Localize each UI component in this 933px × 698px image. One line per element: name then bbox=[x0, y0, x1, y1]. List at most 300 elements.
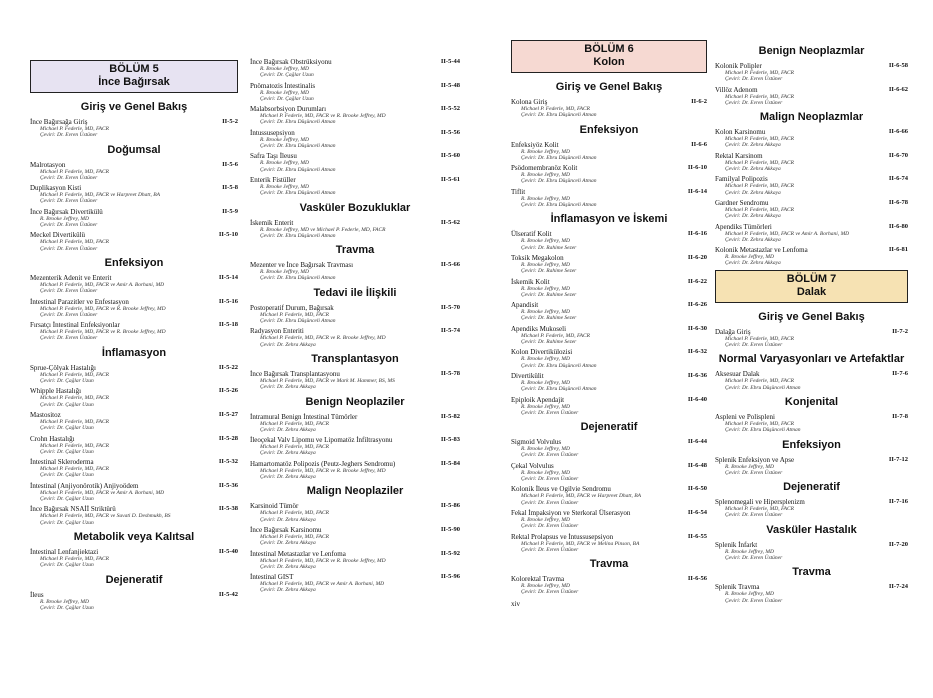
entry-author: Michael P. Federle, MD, FACR bbox=[725, 70, 794, 76]
toc-entry bbox=[250, 327, 460, 348]
entry-title: Mastositoz bbox=[30, 410, 61, 419]
toc-entry bbox=[511, 348, 707, 369]
entry-page-number: II-5-48 bbox=[440, 81, 460, 89]
entry-page-number: II-6-16 bbox=[687, 230, 707, 238]
toc-entry-line bbox=[250, 460, 460, 468]
entry-translator: Çeviri: Dr. Ebru Düşünceli Atman bbox=[260, 318, 336, 325]
chapter-title: İnce Bağırsak bbox=[98, 76, 170, 88]
toc-entry-line bbox=[511, 372, 707, 380]
entry-author: Michael P. Federle, MD, FACR ve Amir A. Borhani, MD bbox=[725, 230, 850, 237]
entry-page-number: II-7-20 bbox=[888, 540, 908, 548]
entry-translator: Çeviri: Dr. Evren Üstüner bbox=[725, 512, 783, 519]
toc-entry bbox=[250, 370, 460, 391]
entry-translator: Çeviri: Dr. Zehra Akkaya bbox=[725, 142, 781, 149]
entry-page-number: II-5-8 bbox=[222, 184, 238, 192]
entry-translator: Çeviri: Dr. Evren Üstüner bbox=[725, 555, 783, 562]
toc-entry bbox=[511, 533, 707, 554]
entry-translator: Çeviri: Dr. Ebru Düşünceli Atman bbox=[260, 166, 336, 173]
toc-entry bbox=[250, 129, 460, 150]
entry-author: R. Brooke Jeffrey, MD bbox=[521, 238, 570, 245]
entry-title: Apendiks Tümörleri bbox=[715, 222, 772, 231]
entry-page-number: II-5-14 bbox=[218, 273, 238, 281]
section-heading: İnflamasyon ve İskemi bbox=[550, 213, 668, 226]
toc-entry bbox=[511, 254, 707, 275]
entry-author: Michael P. Federle, MD, FACR bbox=[260, 510, 329, 517]
toc-column-3 bbox=[511, 40, 707, 608]
entry-page-number: II-5-52 bbox=[440, 105, 460, 113]
toc-entry-line bbox=[511, 164, 707, 172]
entry-translator: Çeviri: Dr. Çağlar Uzun bbox=[40, 562, 94, 569]
entry-title: Psödomembranöz Kolit bbox=[511, 164, 578, 173]
entry-page-number: II-6-56 bbox=[687, 575, 707, 583]
toc-entry bbox=[511, 230, 707, 251]
entry-author: Michael P. Federle, MD, FACR bbox=[40, 442, 109, 449]
toc-entry-line bbox=[715, 413, 908, 421]
entry-page-number: II-5-70 bbox=[440, 303, 460, 311]
entry-title: Malabsorbsiyon Durumları bbox=[250, 105, 327, 114]
entry-author: Michael P. Federle, MD, FACR bbox=[40, 418, 109, 425]
entry-page-number: II-7-8 bbox=[892, 412, 908, 420]
entry-translator: Çeviri: Dr. Evren Üstüner bbox=[521, 452, 579, 459]
toc-entry-line bbox=[30, 505, 238, 513]
entry-title: İntestinal (Anjiyonörotik) Anjiyoödem bbox=[30, 481, 139, 490]
entry-translator: Çeviri: Dr. Çağlar Uzun bbox=[40, 519, 94, 526]
section-heading: Travma bbox=[589, 558, 629, 571]
entry-page-number: II-6-40 bbox=[687, 395, 707, 403]
toc-entry-line bbox=[511, 509, 707, 517]
entry-translator: Çeviri: Dr. Zehra Akkaya bbox=[260, 450, 316, 457]
entry-page-number: II-7-2 bbox=[892, 327, 908, 335]
entry-page-number: II-5-82 bbox=[440, 412, 460, 420]
entry-page-number: II-5-18 bbox=[218, 321, 238, 329]
section-heading: Konjenital bbox=[784, 395, 839, 408]
toc-entry bbox=[715, 370, 908, 391]
entry-author: Michael P. Federle, MD, FACR bbox=[40, 239, 109, 246]
entry-title: İskemik Enterit bbox=[250, 218, 294, 227]
entry-author: Michael P. Federle, MD, FACR ve Suvati D. Deshmukh, BS bbox=[40, 513, 171, 520]
entry-page-number: II-7-24 bbox=[888, 583, 908, 591]
toc-entry bbox=[715, 456, 908, 477]
entry-author: R. Brooke Jeffrey, MD bbox=[521, 148, 570, 155]
toc-entry bbox=[30, 161, 238, 182]
page-number: xiv bbox=[511, 599, 520, 608]
chapter-title: Dalak bbox=[796, 285, 827, 298]
toc-entry bbox=[30, 364, 238, 385]
entry-page-number: II-6-22 bbox=[687, 277, 707, 285]
entry-translator: Çeviri: Dr. Çağlar Uzun bbox=[40, 378, 94, 385]
toc-entry-line bbox=[715, 246, 908, 254]
chapter-number: BÖLÜM 5 bbox=[109, 63, 159, 75]
entry-author: Michael P. Federle, MD, FACR bbox=[260, 420, 329, 427]
entry-author: Michael P. Federle, MD, FACR ve Mark M. Hammer, BS, MS bbox=[260, 377, 395, 384]
toc-entry-line bbox=[715, 199, 908, 207]
section-heading: Giriş ve Genel Bakış bbox=[555, 81, 663, 93]
entry-author: Michael P. Federle, MD, FACR bbox=[40, 168, 109, 175]
entry-author: Michael P. Federle, MD, FACR bbox=[40, 466, 109, 473]
entry-page-number: II-6-48 bbox=[687, 461, 707, 469]
entry-page-number: II-5-10 bbox=[218, 231, 238, 239]
chapter-header bbox=[715, 270, 908, 303]
entry-author: R. Brooke Jeffrey, MD bbox=[521, 403, 570, 410]
entry-page-number: II-6-26 bbox=[687, 301, 707, 309]
toc-entry bbox=[30, 505, 238, 526]
toc-entry bbox=[250, 261, 460, 282]
entry-page-number: II-5-78 bbox=[440, 369, 460, 377]
section-heading: Enfeksiyon bbox=[104, 256, 164, 269]
entry-title: İskemik Kolit bbox=[511, 277, 550, 286]
chapter-header bbox=[30, 60, 238, 93]
entry-page-number: II-5-32 bbox=[218, 458, 238, 466]
entry-title: Villöz Adenom bbox=[715, 85, 758, 94]
toc-entry-line bbox=[250, 129, 460, 137]
entry-title: Kolonik İleus ve Ogilvie Sendromu bbox=[511, 485, 611, 494]
entry-author: Michael P. Federle, MD, FACR bbox=[725, 136, 794, 143]
entry-author: R. Brooke Jeffrey, MD bbox=[725, 548, 774, 555]
toc-entry bbox=[30, 298, 238, 319]
entry-author: Michael P. Federle, MD, FACR bbox=[40, 555, 109, 562]
toc-entry bbox=[715, 246, 908, 267]
toc-entry bbox=[715, 583, 908, 604]
entry-author: Michael P. Federle, MD, FACR bbox=[260, 533, 329, 540]
toc-entry-line bbox=[30, 274, 238, 282]
entry-author: Michael P. Federle, MD, FACR bbox=[725, 335, 794, 342]
entry-page-number: II-6-80 bbox=[888, 222, 908, 230]
toc-entry bbox=[511, 278, 707, 299]
entry-author: R. Brooke Jeffrey, MD bbox=[521, 356, 570, 363]
entry-page-number: II-5-26 bbox=[218, 387, 238, 395]
toc-entry-line bbox=[250, 152, 460, 160]
entry-title: Mezenterik Adenit ve Enterit bbox=[30, 273, 112, 282]
toc-entry bbox=[250, 502, 460, 523]
entry-translator: Çeviri: Dr. Evren Üstüner bbox=[521, 476, 579, 483]
entry-title: İnce Bağırsağa Giriş bbox=[30, 118, 88, 126]
toc-entry-line bbox=[715, 370, 908, 378]
entry-author: R. Brooke Jeffrey, MD bbox=[725, 591, 774, 598]
toc-entry-line bbox=[715, 328, 908, 336]
toc-entry-line bbox=[250, 550, 460, 558]
entry-translator: Çeviri: Dr. Evren Üstüner bbox=[40, 335, 98, 342]
toc-entry-line bbox=[250, 219, 460, 227]
section-heading: Tedavi ile İlişkili bbox=[313, 286, 397, 299]
entry-page-number: II-6-78 bbox=[888, 198, 908, 206]
toc-entry-line bbox=[715, 456, 908, 464]
entry-title: İleus bbox=[30, 590, 44, 599]
toc-entry bbox=[715, 152, 908, 173]
entry-title: Malrotasyon bbox=[30, 160, 66, 169]
toc-entry-line bbox=[250, 436, 460, 444]
entry-translator: Çeviri: Dr. Evren Üstüner bbox=[725, 597, 783, 604]
chapter-number: BÖLÜM 7 bbox=[786, 272, 837, 285]
entry-author: Michael P. Federle, MD, FACR bbox=[725, 93, 794, 100]
entry-author: Michael P. Federle, MD, FACR ve R. Brooke Jeffrey, MD bbox=[260, 557, 386, 564]
entry-title: Aspleni ve Polispleni bbox=[715, 412, 775, 421]
toc-entry-line bbox=[511, 254, 707, 262]
entry-page-number: II-5-90 bbox=[440, 525, 460, 533]
toc-entry bbox=[511, 188, 707, 209]
entry-title: İntramural Benign İntestinal Tümörler bbox=[250, 412, 358, 421]
entry-page-number: II-6-55 bbox=[687, 532, 707, 540]
toc-entry bbox=[511, 485, 707, 506]
entry-title: Safra Taşı İleusu bbox=[250, 152, 297, 161]
toc-entry bbox=[715, 175, 908, 196]
section-heading: Normal Varyasyonları ve Artefaktlar bbox=[718, 353, 905, 366]
entry-translator: Çeviri: Dr. Zehra Akkaya bbox=[260, 341, 316, 348]
chapter-number: BÖLÜM 6 bbox=[584, 43, 634, 55]
toc-entry bbox=[250, 304, 460, 325]
entry-translator: Çeviri: Dr. Evren Üstüner bbox=[40, 311, 98, 318]
toc-entry bbox=[511, 396, 707, 417]
entry-translator: Çeviri: Dr. Ebru Düşünceli Atman bbox=[521, 362, 597, 369]
entry-title: İntestinal Metastazlar ve Lenfoma bbox=[250, 549, 346, 558]
entry-page-number: II-5-86 bbox=[440, 502, 460, 510]
entry-author: R. Brooke Jeffrey, MD bbox=[260, 89, 309, 96]
entry-translator: Çeviri: Dr. Zehra Akkaya bbox=[260, 474, 316, 481]
entry-title: Rektal Karsinom bbox=[715, 151, 763, 160]
entry-page-number: II-5-61 bbox=[440, 175, 460, 183]
entry-author: Michael P. Federle, MD, FACR ve R. Brooke Jeffrey, MD bbox=[260, 467, 386, 474]
entry-page-number: II-6-81 bbox=[888, 246, 908, 254]
entry-translator: Çeviri: Dr. Çağlar Uzun bbox=[260, 72, 314, 79]
entry-page-number: II-5-92 bbox=[440, 549, 460, 557]
entry-author: Michael P. Federle, MD, FACR bbox=[40, 126, 109, 132]
entry-author: R. Brooke Jeffrey, MD bbox=[521, 261, 570, 268]
toc-entry bbox=[30, 458, 238, 479]
entry-author: Michael P. Federle, MD, FACR bbox=[725, 183, 794, 190]
entry-translator: Çeviri: Dr. Evren Üstüner bbox=[725, 76, 783, 83]
entry-title: Radyasyon Enteriti bbox=[250, 327, 304, 336]
entry-author: R. Brooke Jeffrey, MD bbox=[521, 516, 570, 523]
entry-author: R. Brooke Jeffrey, MD bbox=[521, 309, 570, 316]
toc-entry-line bbox=[715, 498, 908, 506]
section-heading: Malign Neoplazmlar bbox=[759, 111, 864, 124]
entry-author: R. Brooke Jeffrey, MD bbox=[521, 285, 570, 292]
toc-entry bbox=[30, 435, 238, 456]
section-heading: Benign Neoplazmlar bbox=[758, 45, 865, 57]
entry-title: Aksesuar Dalak bbox=[715, 370, 760, 379]
toc-entry-line bbox=[30, 184, 238, 192]
toc-entry-line bbox=[250, 105, 460, 113]
entry-title: Kolon Karsinomu bbox=[715, 128, 766, 137]
entry-page-number: II-6-2 bbox=[691, 98, 707, 105]
entry-translator: Çeviri: Dr. Çağlar Uzun bbox=[40, 448, 94, 455]
toc-entry-line bbox=[250, 370, 460, 378]
entry-title: İleoçekal Valv Lipomu ve Lipomatöz İnfiltrasyonu bbox=[250, 436, 393, 445]
toc-entry-line bbox=[715, 175, 908, 183]
entry-translator: Çeviri: Dr. Zehra Akkaya bbox=[260, 587, 316, 594]
toc-entry-line bbox=[30, 298, 238, 306]
entry-author: Michael P. Federle, MD, FACR ve Amir A. Borhani, MD bbox=[260, 581, 385, 588]
entry-page-number: II-5-22 bbox=[218, 363, 238, 371]
entry-title: İnce Bağırsak Karsinomu bbox=[250, 525, 322, 534]
entry-translator: Çeviri: Dr. Zehra Akkaya bbox=[725, 236, 781, 243]
entry-title: Splenik Enfeksiyon ve Apse bbox=[715, 455, 795, 464]
toc-entry bbox=[715, 498, 908, 519]
toc-entry-line bbox=[30, 321, 238, 329]
entry-title: Enterik Fistüller bbox=[250, 175, 296, 184]
toc-entry-line bbox=[250, 176, 460, 184]
entry-author: Michael P. Federle, MD, FACR ve Harpreet Dhatt, BA bbox=[40, 192, 160, 199]
entry-page-number: II-6-36 bbox=[687, 371, 707, 379]
toc-column-4 bbox=[715, 40, 908, 607]
toc-entry bbox=[30, 548, 238, 569]
toc-entry-line bbox=[30, 364, 238, 372]
entry-page-number: II-7-12 bbox=[888, 455, 908, 463]
entry-author: R. Brooke Jeffrey, MD bbox=[260, 269, 309, 276]
entry-translator: Çeviri: Dr. Zehra Akkaya bbox=[260, 540, 316, 547]
toc-entry bbox=[511, 438, 707, 459]
section-heading: Dejeneratif bbox=[783, 481, 840, 494]
entry-author: Michael P. Federle, MD, FACR ve Amir A. Borhani, MD bbox=[40, 489, 165, 496]
entry-translator: Çeviri: Dr. Rahime Sezer bbox=[521, 268, 577, 275]
entry-title: Crohn Hastalığı bbox=[30, 434, 75, 443]
entry-author: Michael P. Federle, MD, FACR bbox=[260, 311, 329, 318]
entry-translator: Çeviri: Dr. Evren Üstüner bbox=[725, 342, 783, 349]
entry-author: R. Brooke Jeffrey, MD bbox=[40, 598, 89, 605]
section-heading: Malign Neoplaziler bbox=[306, 485, 404, 498]
entry-title: Splenomegali ve Hipersplenizm bbox=[715, 498, 805, 507]
entry-translator: Çeviri: Dr. Zehra Akkaya bbox=[725, 213, 781, 220]
entry-translator: Çeviri: Dr. Evren Üstüner bbox=[40, 222, 98, 229]
entry-page-number: II-5-38 bbox=[218, 505, 238, 513]
section-heading: Travma bbox=[792, 566, 831, 579]
entry-page-number: II-7-6 bbox=[892, 370, 908, 378]
entry-title: İntestinal Lenfanjiektazi bbox=[30, 547, 99, 556]
entry-title: Sprue-Çölyak Hastalığı bbox=[30, 363, 96, 372]
entry-author: Michael P. Federle, MD, FACR ve Harpreet Dhatt, BA bbox=[521, 493, 641, 500]
entry-title: Fırsatçı İntestinal Enfeksiyonlar bbox=[30, 321, 120, 330]
entry-page-number: II-5-28 bbox=[218, 434, 238, 442]
toc-entry bbox=[30, 411, 238, 432]
toc-entry-line bbox=[250, 502, 460, 510]
entry-author: Michael P. Federle, MD, FACR bbox=[260, 444, 329, 451]
toc-entry-line bbox=[250, 573, 460, 581]
entry-page-number: II-5-27 bbox=[218, 410, 238, 418]
toc-entry-line bbox=[511, 575, 707, 583]
toc-entry-line bbox=[511, 438, 707, 446]
toc-entry bbox=[250, 176, 460, 197]
toc-entry bbox=[715, 86, 908, 107]
entry-title: Whipple Hastalığı bbox=[30, 387, 82, 396]
toc-entry-line bbox=[715, 86, 908, 94]
toc-entry bbox=[250, 550, 460, 571]
entry-title: Mezenter ve İnce Bağırsak Travması bbox=[250, 261, 354, 270]
entry-title: İntestinal GIST bbox=[250, 573, 294, 582]
entry-title: Postoperatif Durum, Bağırsak bbox=[250, 303, 334, 312]
toc-entry-line bbox=[30, 118, 238, 126]
toc-entry bbox=[250, 413, 460, 434]
entry-page-number: II-5-42 bbox=[218, 590, 238, 598]
entry-title: Rektal Prolapsus ve İntussusepsiyon bbox=[511, 532, 614, 541]
entry-page-number: II-6-20 bbox=[687, 253, 707, 261]
entry-title: Kolonik Polipler bbox=[715, 62, 762, 70]
entry-translator: Çeviri: Dr. Zehra Akkaya bbox=[260, 426, 316, 433]
toc-entry bbox=[250, 573, 460, 594]
section-heading: Travma bbox=[335, 244, 375, 257]
toc-entry-line bbox=[30, 548, 238, 556]
entry-translator: Çeviri: Dr. Çağlar Uzun bbox=[260, 95, 314, 102]
section-heading: Giriş ve Genel Bakış bbox=[758, 310, 865, 323]
toc-entry-line bbox=[511, 485, 707, 493]
toc-entry-line bbox=[511, 230, 707, 238]
toc-entry-line bbox=[250, 261, 460, 269]
toc-entry-line bbox=[30, 591, 238, 599]
toc-entry-line bbox=[511, 141, 707, 149]
entry-author: Michael P. Federle, MD, FACR ve Melina Pinson, BA bbox=[521, 540, 640, 547]
toc-entry-line bbox=[511, 462, 707, 470]
entry-author: Michael P. Federle, MD, FACR bbox=[40, 371, 109, 378]
entry-translator: Çeviri: Dr. Evren Üstüner bbox=[521, 409, 579, 416]
toc-entry bbox=[715, 199, 908, 220]
toc-entry-line bbox=[30, 411, 238, 419]
entry-page-number: II-5-36 bbox=[218, 481, 238, 489]
entry-translator: Çeviri: Dr. Evren Üstüner bbox=[725, 469, 783, 476]
toc-entry bbox=[511, 301, 707, 322]
toc-entry-line bbox=[715, 583, 908, 591]
entry-translator: Çeviri: Dr. Ebru Düşünceli Atman bbox=[260, 275, 336, 282]
toc-entry bbox=[30, 591, 238, 612]
toc-entry bbox=[715, 62, 908, 83]
toc-entry-line bbox=[250, 304, 460, 312]
toc-entry-line bbox=[250, 327, 460, 335]
entry-page-number: II-6-44 bbox=[687, 438, 707, 446]
entry-author: Michael P. Federle, MD, FACR bbox=[40, 395, 109, 402]
toc-entry-line bbox=[511, 325, 707, 333]
entry-translator: Çeviri: Dr. Ebru Düşünceli Atman bbox=[725, 427, 801, 434]
entry-author: R. Brooke Jeffrey, MD bbox=[521, 172, 570, 179]
toc-entry-line bbox=[511, 188, 707, 196]
entry-page-number: II-5-62 bbox=[440, 218, 460, 226]
toc-entry bbox=[511, 372, 707, 393]
section-heading: Benign Neoplaziler bbox=[305, 395, 405, 408]
entry-translator: Çeviri: Dr. Ebru Düşünceli Atman bbox=[260, 190, 336, 197]
entry-title: Karsinoid Tümör bbox=[250, 502, 299, 511]
entry-translator: Çeviri: Dr. Çağlar Uzun bbox=[40, 472, 94, 479]
entry-page-number: II-6-50 bbox=[687, 485, 707, 493]
entry-title: Toksik Megakolon bbox=[511, 253, 564, 262]
entry-translator: Çeviri: Dr. Ebru Düşünceli Atman bbox=[521, 112, 597, 119]
entry-author: R. Brooke Jeffrey, MD bbox=[521, 379, 570, 386]
entry-title: Dalağa Giriş bbox=[715, 327, 751, 336]
section-heading: Enfeksiyon bbox=[782, 438, 841, 451]
entry-translator: Çeviri: Dr. Evren Üstüner bbox=[40, 288, 98, 295]
entry-translator: Çeviri: Dr. Evren Üstüner bbox=[40, 174, 98, 181]
toc-entry bbox=[250, 105, 460, 126]
entry-author: R. Brooke Jeffrey, MD ve Michael P. Federle, MD, FACR bbox=[260, 226, 386, 233]
entry-translator: Çeviri: Dr. Çağlar Uzun bbox=[40, 425, 94, 432]
entry-title: Çekal Volvulus bbox=[511, 461, 554, 470]
section-heading: Dejeneratif bbox=[105, 573, 163, 586]
entry-translator: Çeviri: Dr. Ebru Düşünceli Atman bbox=[521, 178, 597, 185]
column-3-content bbox=[511, 40, 707, 608]
entry-author: R. Brooke Jeffrey, MD bbox=[521, 583, 570, 590]
entry-translator: Çeviri: Dr. Evren Üstüner bbox=[40, 198, 98, 205]
toc-entry bbox=[715, 223, 908, 244]
entry-page-number: II-5-40 bbox=[218, 547, 238, 555]
entry-title: Splenik Travma bbox=[715, 583, 760, 592]
entry-page-number: II-5-96 bbox=[440, 573, 460, 581]
entry-title: Duplikasyon Kisti bbox=[30, 184, 82, 193]
entry-translator: Çeviri: Dr. Evren Üstüner bbox=[521, 589, 579, 596]
toc-entry-line bbox=[250, 82, 460, 90]
toc-entry bbox=[250, 82, 460, 103]
entry-title: Hamartomatöz Polipozis (Peutz-Jeghers Sendromu) bbox=[250, 459, 396, 468]
toc-entry bbox=[30, 387, 238, 408]
entry-translator: Çeviri: Dr. Zehra Akkaya bbox=[260, 384, 316, 391]
toc-entry-line bbox=[250, 526, 460, 534]
entry-translator: Çeviri: Dr. Evren Üstüner bbox=[521, 546, 579, 553]
entry-translator: Çeviri: Dr. Evren Üstüner bbox=[725, 99, 783, 106]
entry-page-number: II-5-6 bbox=[222, 160, 238, 168]
